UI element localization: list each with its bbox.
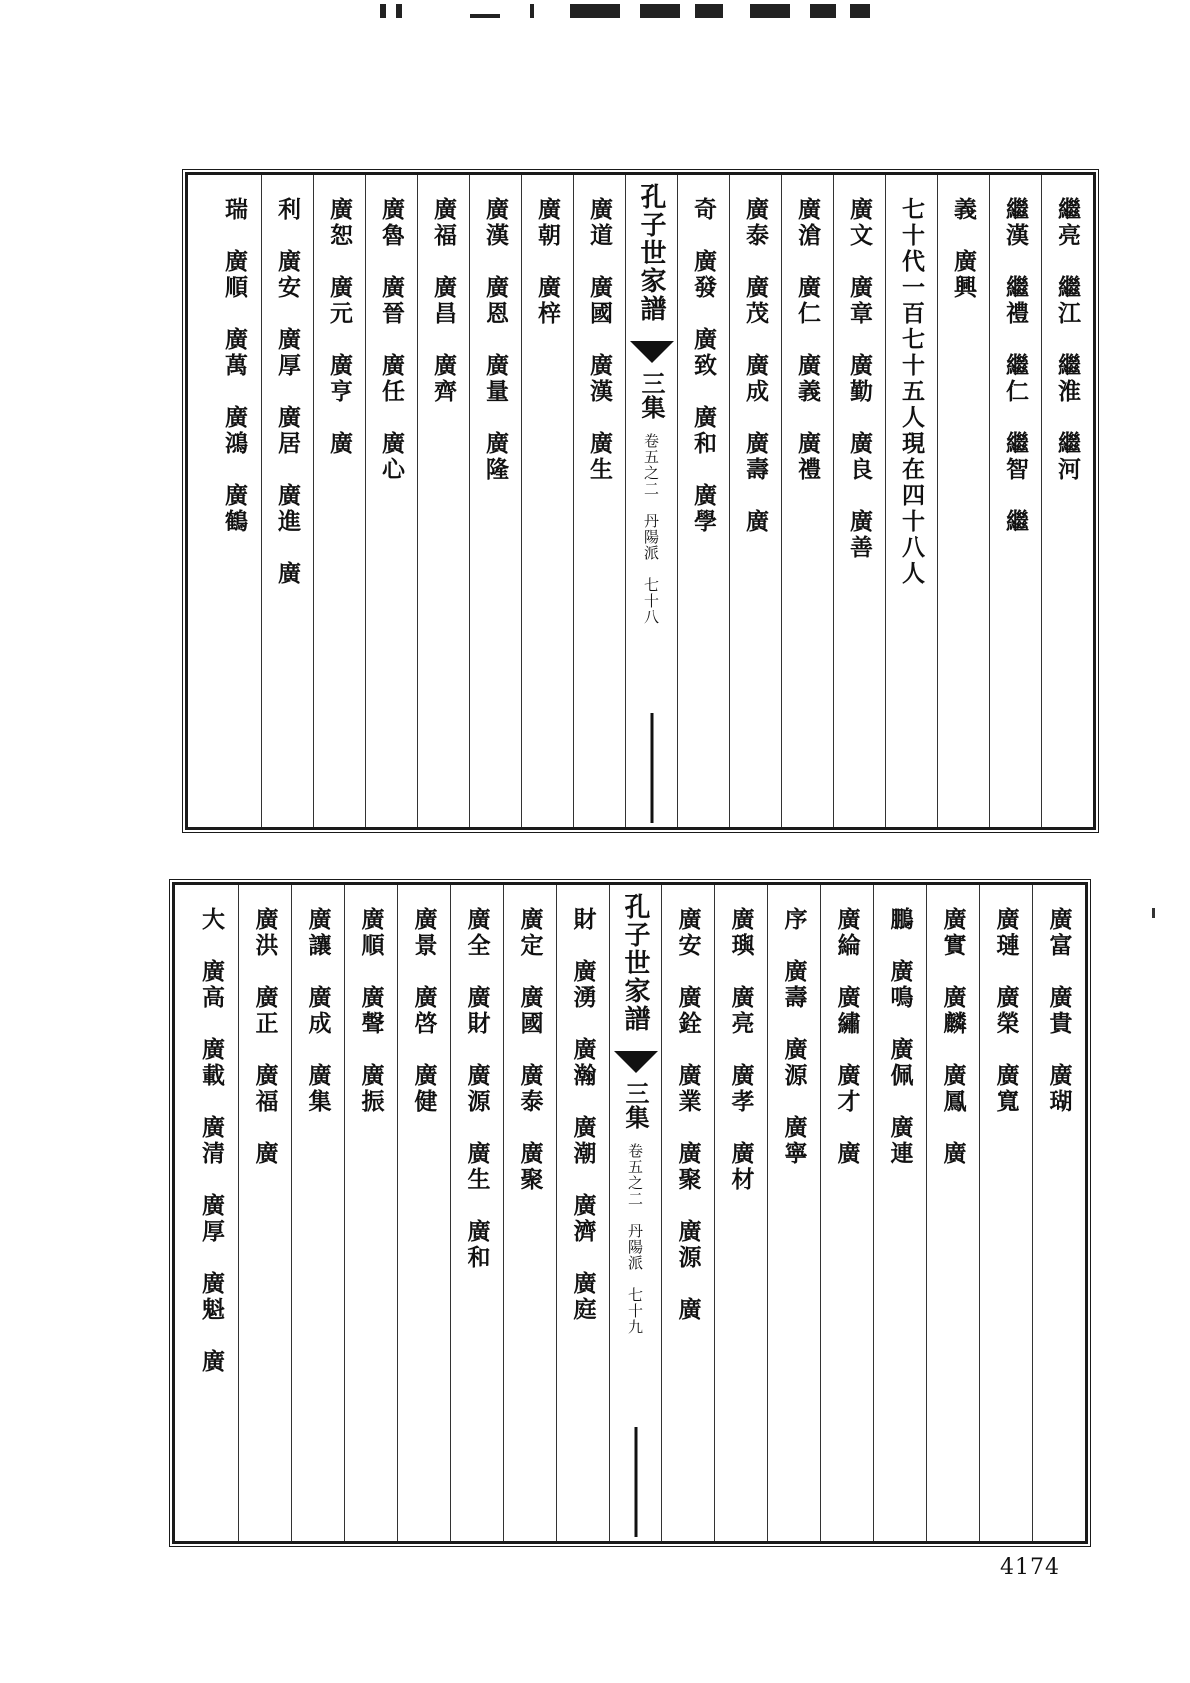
page-block-top	[185, 172, 1096, 830]
text-column: 廣璵 廣亮 廣孝 廣材	[714, 885, 767, 1541]
fish-tail-mark	[630, 341, 674, 363]
text-column: 廣福 廣昌 廣齊	[417, 175, 469, 827]
page-block-bottom	[172, 882, 1088, 1544]
text-column: 廣璉 廣榮 廣寬	[979, 885, 1032, 1541]
scan-speck	[1152, 908, 1155, 918]
text-column: 廣文 廣章 廣勤 廣良 廣善	[833, 175, 885, 827]
section-label: 卷五之二 丹陽派 七十九	[626, 1143, 644, 1335]
fish-tail-mark	[614, 1051, 658, 1073]
text-column: 瑞 廣順 廣萬 廣鴻 廣鶴	[221, 197, 248, 535]
text-column: 廣道 廣國 廣漢 廣生	[573, 175, 625, 827]
text-column: 序 廣壽 廣源 廣寧	[767, 885, 820, 1541]
text-column: 義 廣興	[937, 175, 989, 827]
text-column: 七十代一百七十五人現在四十八人	[885, 175, 937, 827]
book-title: 孔子世家譜	[620, 893, 650, 1033]
center-title-column	[609, 885, 661, 1541]
volume-label: 三集	[637, 371, 666, 419]
text-column: 廣讓 廣成 廣集	[291, 885, 344, 1541]
text-column: 大 廣高 廣載 廣清 廣厚 廣魁 廣	[198, 907, 225, 1375]
text-column: 利 廣安 廣厚 廣居 廣進 廣	[261, 175, 313, 827]
center-rule	[650, 713, 653, 823]
page-number: 4174	[1000, 1555, 1060, 1580]
book-title: 孔子世家譜	[636, 183, 666, 323]
center-rule	[634, 1427, 637, 1537]
text-column: 繼亮 繼江 繼淮 繼河	[1041, 175, 1093, 827]
text-column: 廣定 廣國 廣泰 廣聚	[503, 885, 556, 1541]
volume-label: 三集	[621, 1081, 650, 1129]
text-column: 廣洪 廣正 廣福 廣	[238, 885, 291, 1541]
text-column: 廣恕 廣元 廣亨 廣	[313, 175, 365, 827]
text-column: 財 廣湧 廣瀚 廣潮 廣濟 廣庭	[556, 885, 609, 1541]
text-column: 鵬 廣鳴 廣佩 廣連	[873, 885, 926, 1541]
text-column: 廣滄 廣仁 廣義 廣禮	[781, 175, 833, 827]
text-column: 廣漢 廣恩 廣量 廣隆	[469, 175, 521, 827]
text-column: 廣安 廣銓 廣業 廣聚 廣源 廣	[661, 885, 714, 1541]
text-column: 廣朝 廣梓	[521, 175, 573, 827]
text-column: 繼漢 繼禮 繼仁 繼智 繼	[989, 175, 1041, 827]
text-column: 廣富 廣貴 廣瑚	[1032, 885, 1085, 1541]
text-column: 奇 廣發 廣致 廣和 廣學	[677, 175, 729, 827]
text-column: 廣泰 廣茂 廣成 廣壽 廣	[729, 175, 781, 827]
center-title-column	[625, 175, 677, 827]
text-column: 廣全 廣財 廣源 廣生 廣和	[450, 885, 503, 1541]
text-column: 廣實 廣麟 廣鳳 廣	[926, 885, 979, 1541]
text-column: 廣魯 廣晉 廣任 廣心	[365, 175, 417, 827]
text-column: 廣綸 廣繡 廣才 廣	[820, 885, 873, 1541]
top-scan-marks	[350, 4, 910, 22]
text-column: 廣景 廣啓 廣健	[397, 885, 450, 1541]
section-label: 卷五之二 丹陽派 七十八	[642, 433, 660, 625]
text-column: 廣順 廣聲 廣振	[344, 885, 397, 1541]
